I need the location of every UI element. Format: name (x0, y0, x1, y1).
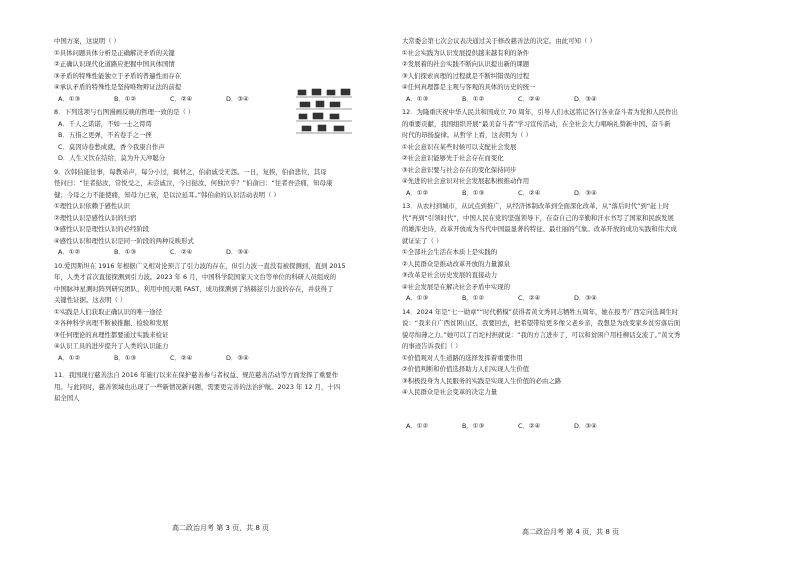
answer-d: D．③④ (226, 94, 249, 103)
text-line: 怪问曰：“往者挞汝，常悦受之，未尝戚泣，今日挞汝，何独泣乎？”伯俞曰：“往者吾尝痛，知母康 (54, 179, 333, 187)
cartoon-illustration (294, 86, 354, 134)
option-line: ③感性认识是理性认识的必经阶段 (54, 225, 150, 233)
answer-a: A．①② (58, 248, 81, 256)
question-8-stem: 8．下列选项与右图漫画反映的哲理一致的是（ ） (54, 108, 195, 116)
answer-row (402, 293, 747, 305)
text-line: 时代的昂扬旋律。从哲学上看，这表明为（ ） (402, 131, 532, 139)
text-line: 中国脉冲星测时阵列研究团队，利用中国天眼 FAST，成功探测到了纳赫兹引力波的存在，并获得了 (54, 284, 334, 293)
answer-b: B．①② (462, 94, 485, 103)
answer-c: C．②④ (518, 294, 541, 302)
option-line: ①全部社会生活在本质上是实践的 (402, 248, 498, 256)
option-line: ②理性认识是感性认识的归宿 (54, 213, 137, 222)
text-line: 健；今母之力不能使痛，知母力已衰，是以泣延耳。”韩伯俞的认识活动表明（ ） (54, 190, 280, 199)
option-line: ①价值观对人生道路的选择发挥着重要作用 (402, 353, 523, 362)
text-line: 说：“我来自广西贫困山区，我要回去，把希望带给更多像父老乡亲，我想是为改变家乡贫穷落后面 (402, 319, 681, 327)
text-line: 年，人类才首次直接探测到引力波。2023 年 6 月，中国科学院国家天文台等单位的科研人员组成的 (54, 273, 337, 281)
option-line: ④先进的社会意识对社会发展起积极推动作用 (402, 177, 530, 185)
option-line: ③任何理论的真理性都要通过实践来检证 (54, 330, 169, 339)
option-line: ③人们探索真理的过程就是不断纠错误的过程 (402, 71, 530, 80)
answer-c: C．②④ (170, 94, 193, 103)
cartoon-image (294, 86, 356, 136)
option-line: ①社会实践为认识发展提供越来越有利的条件 (402, 48, 530, 57)
answer-b: B．①③ (462, 188, 485, 197)
answer-d: D．③④ (574, 294, 597, 302)
answer-a: A．①③ (406, 294, 429, 302)
question-9-stem: 9．次韩伯能往事，每教弟声，每分小过，辄材之，伯俞戚受无怨。一日，复挨，伯俞悲位，其母 (54, 167, 327, 176)
option-line: ④感性认识和理性认识是同一阶段的两种反映形式 (54, 236, 194, 245)
option-line: ②发展着的社会实践不断向认识提出新的课题 (402, 60, 530, 68)
option-line: ③改革是社会历史发展的直接动力 (402, 271, 498, 279)
option-line: B．五指之更弹，不若卷手之一挃 (58, 131, 152, 139)
answer-c: C．②④ (518, 94, 541, 103)
text-line: 大常委会第七次会议表决通过关于修改慈善法的决定。由此可知（ ） (402, 37, 596, 45)
text-line: 中国方案，这说明（ ） (54, 37, 120, 45)
text-line: 届全国人 (54, 394, 80, 402)
option-line: C．莫因诗卷愁成就，香今我康自作声 (58, 142, 165, 151)
option-line: ④认识工具的进步提升了人类的认识能力 (54, 342, 169, 350)
answer-c: C．②④ (170, 248, 193, 256)
text-line: 用。与此同时，慈善领域也出现了一些新情况新问题，需要更完善的法治护航。2023 年 12 月，十四 (54, 382, 341, 391)
answer-a: A．①③ (406, 94, 429, 103)
question-11-stem: 11．我国现行慈善法自 2016 年施行以来在保护慈善参与者权益、规范慈善活动等方面发挥了重要作 (54, 371, 339, 379)
text-line: 貌尽绵薄之力。”她可以了百坨村担就说：“我的方言进步了，可以和贫困户用桂柳话交流了。”黄文秀 (402, 330, 681, 339)
question-14-stem: 14．2024 年是“七一勋章”“时代楷模”获得者黄文秀同志牺牲五周年，她在报考广西定向选调生时 (402, 307, 679, 316)
answer-a: A．①② (406, 421, 429, 430)
option-line: ④任何真理都是主观与客观的具体的历史的统一 (402, 83, 536, 91)
text-line: 关键性证据。这表明（ ） (54, 296, 127, 304)
answer-d: D．③④ (226, 353, 249, 362)
answer-c: C．②④ (170, 353, 193, 362)
right-page (402, 36, 747, 432)
text-line: 的事迹告诉我们（ ） (402, 342, 462, 350)
question-10-stem: 10.爱因斯坦在 1916 年根据广义相对论预言了引力波的存在，但引力波一直没有被探测到，直到 2015 (54, 261, 346, 270)
page-footer-right: 高二政治月考 第 4 页，共 8 页 (522, 528, 620, 536)
option-line: ②社会意识能够先于社会存在而变化 (402, 154, 504, 162)
option-line: ②人民群众是推动改革开放的力量源泉 (402, 259, 510, 268)
answer-d: D．③④ (226, 248, 249, 256)
option-line: ③矛盾的特殊性能独立于矛盾的普遍性而存在 (54, 71, 182, 80)
text-line: 代”再到“引领时代”，中国人民在党的坚强领导下，在奋自己的辛勤和汗水书写了国家和民族发展 (402, 213, 674, 222)
option-line: ④社会发展是在解决社会矛盾中实现的 (402, 282, 510, 291)
option-line: A．千人之诺诺，不如一士之谔谔 (58, 119, 152, 128)
question-12-stem: 12．为隆重庆祝中华人民共和国成立 70 周年，引导人们永远铭记各行各业奋斗者为党和人民作出 (402, 108, 678, 116)
text-line: 就证证了（ ） (402, 236, 443, 245)
answer-d: D．③④ (574, 94, 597, 103)
option-line: ④人民群众是社会变革的决定力量 (402, 388, 498, 396)
answer-d: D．③④ (574, 421, 597, 430)
option-line: ①理性认识依赖于感性认识 (54, 202, 131, 210)
option-line: ②价值判断和价值选择助力人们实现人生价值 (402, 365, 530, 373)
option-line: D．人生又饮在结给，莫为升天冲聪分 (58, 154, 166, 162)
answer-row (54, 353, 392, 365)
option-line: ①具体问题具体分析是正确解决矛盾的关键 (54, 48, 175, 57)
option-line: ④承认矛盾的特殊性是坚持唯物辩证法的前提 (54, 83, 182, 91)
answer-b: B．①③ (114, 248, 137, 256)
answer-a: A．①③ (58, 94, 81, 103)
page-footer-left: 高二政治月考 第 3 页，共 8 页 (172, 524, 270, 532)
answer-a: A．①② (58, 353, 81, 362)
answer-row (402, 94, 747, 106)
option-line: ③社会意识要与社会存在的变化保持同步 (402, 165, 517, 174)
text-line: 的重要贡献，我国组织开展“最美奋斗者”学习宣传活动，在全社会大力唱响礼赞新中国、奋斗新 (402, 119, 671, 128)
answer-b: B．①③ (462, 421, 485, 430)
question-13-stem: 13．从农村到城市，从试点到推广，从经济体制改革到全面深化改革，从“落后时代”到“赶上时 (402, 202, 670, 210)
option-line: ②各种科学真理不断被推翻、检验和发展 (54, 319, 169, 327)
option-line: ①实践是人们获取正确认识的唯一途径 (54, 307, 162, 316)
answer-row (402, 188, 747, 200)
answer-b: B．①③ (114, 353, 137, 362)
option-line: ③积极投身为人民服务的实践是实现人生价值的必由之路 (402, 376, 562, 385)
answer-c: C．②④ (518, 188, 541, 197)
answer-row (54, 247, 392, 259)
answer-row (402, 421, 747, 433)
answer-b: B．①② (462, 294, 485, 302)
answer-b: B．①② (114, 94, 137, 103)
answer-a: A．①② (406, 188, 429, 197)
text-line: 的雄浑史诗，改革开放成为当代中国最显著的特征、最壮丽的气象。改革开放的成功实践和伟大成 (402, 225, 677, 233)
answer-c: C．②④ (518, 421, 541, 430)
option-line: ②正确认识现代化道路应把握中国具体国情 (54, 60, 175, 68)
option-line: ①社会意识在某些时候可以支配社会发展 (402, 142, 517, 151)
answer-d: D．③④ (574, 188, 597, 197)
